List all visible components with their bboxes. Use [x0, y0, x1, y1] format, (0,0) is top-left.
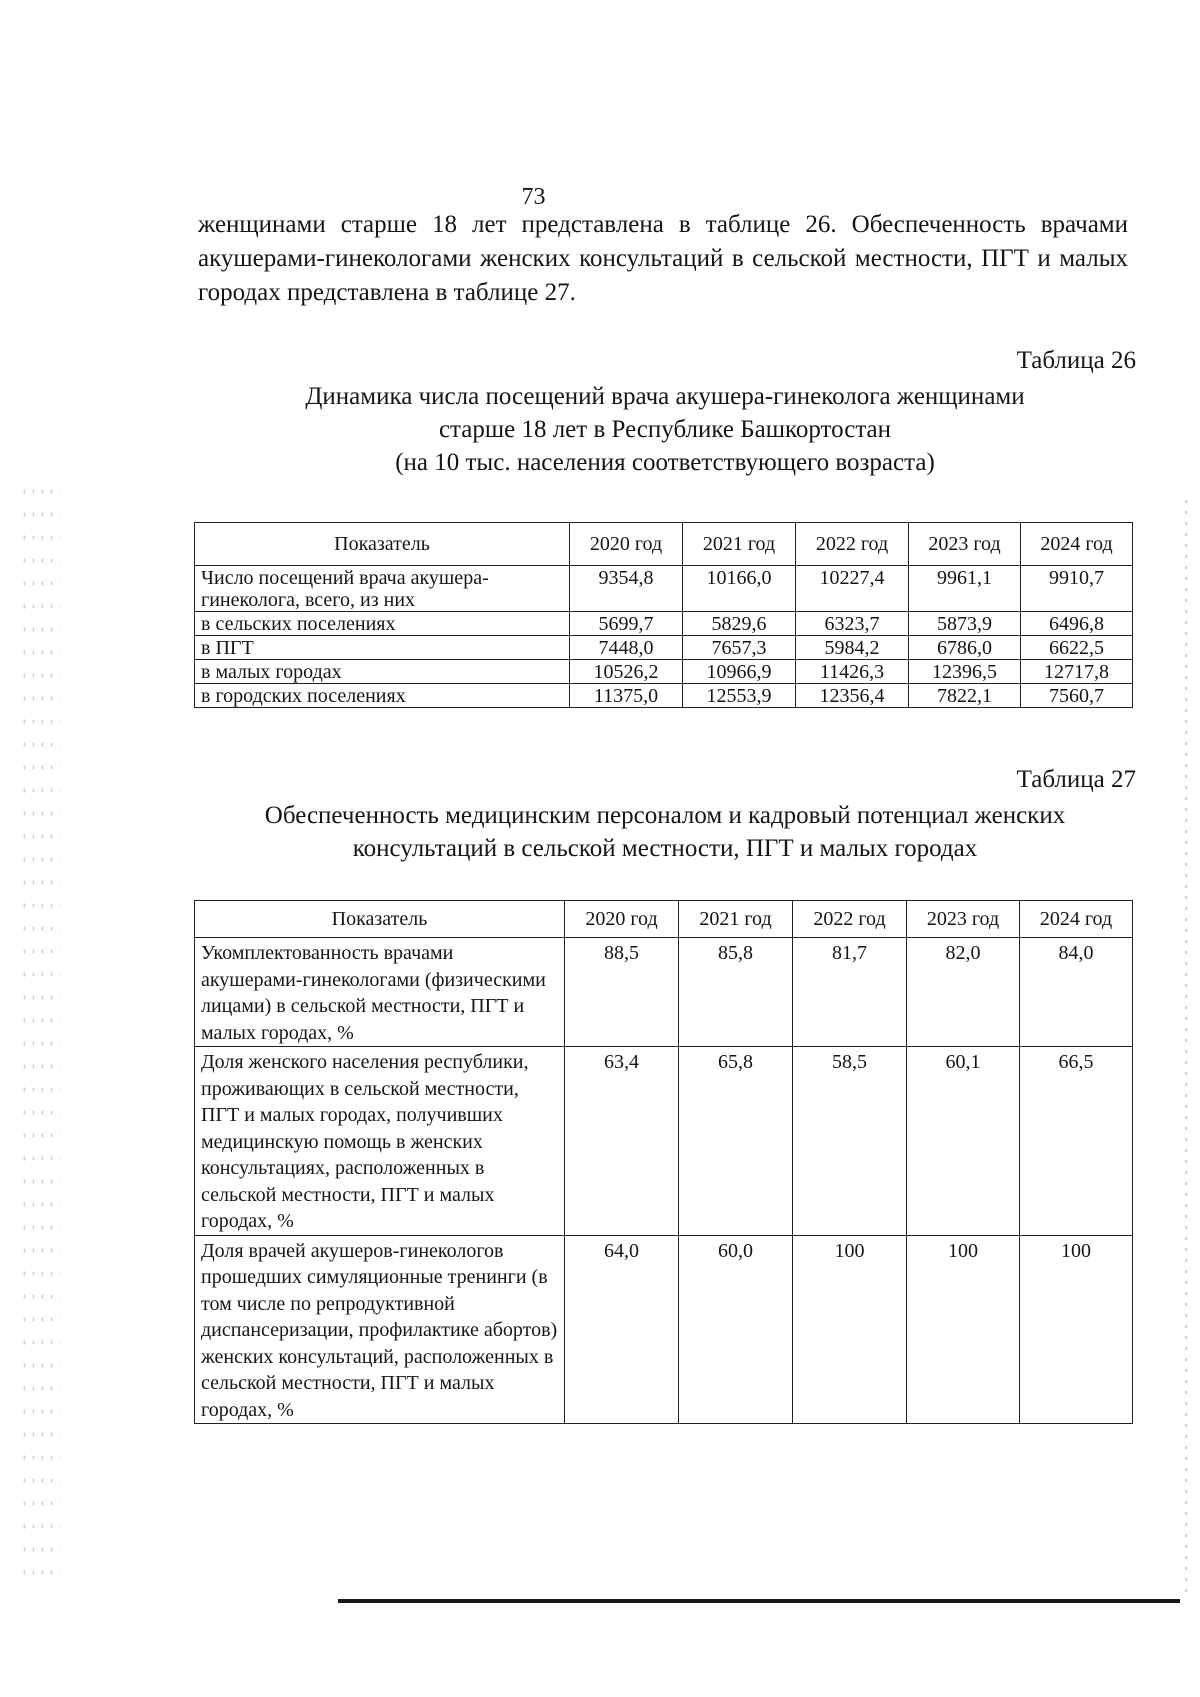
- column-header: 2024 год: [1021, 523, 1133, 566]
- cell-value: 12356,4: [796, 684, 909, 708]
- cell-value: 6622,5: [1021, 636, 1133, 660]
- cell-value: 9961,1: [909, 566, 1021, 612]
- column-header: 2022 год: [796, 523, 909, 566]
- table-row: [195, 566, 1133, 612]
- cell-value: 5873,9: [909, 612, 1021, 636]
- row-label: в малых городах: [195, 660, 570, 684]
- row-label: в сельских поселениях: [195, 612, 570, 636]
- table-26-title-line: старше 18 лет в Республике Башкортостан: [438, 416, 892, 443]
- cell-value: 5699,7: [570, 612, 683, 636]
- row-label: в ПГТ: [195, 636, 570, 660]
- cell-value: 6496,8: [1021, 612, 1133, 636]
- scan-edge: [1185, 500, 1187, 1600]
- intro-paragraph: женщинами старше 18 лет представлена в таблице 26. Обеспеченность врачами акушерами-гинекологами женских консультаций в сельской местности, ПГТ и малых городах представлена в таблице 27.: [198, 211, 1128, 306]
- cell-value: 63,4: [565, 1047, 679, 1236]
- cell-value: 11426,3: [796, 660, 909, 684]
- column-header: 2023 год: [907, 901, 1020, 938]
- table-27-title-line: консультаций в сельской местности, ПГТ и малых городах: [352, 835, 978, 862]
- cell-value: 10526,2: [570, 660, 683, 684]
- cell-value: 88,5: [565, 938, 679, 1047]
- cell-value: 64,0: [565, 1235, 679, 1424]
- cell-value: 100: [793, 1235, 907, 1424]
- cell-value: 9354,8: [570, 566, 683, 612]
- cell-value: 6323,7: [796, 612, 909, 636]
- cell-value: 7560,7: [1021, 684, 1133, 708]
- table-27-title: [200, 799, 1130, 865]
- cell-value: 7657,3: [683, 636, 796, 660]
- cell-value: 6786,0: [909, 636, 1021, 660]
- page-number: 73: [521, 184, 546, 210]
- bottom-rule: [338, 1599, 1180, 1603]
- column-header: 2024 год: [1020, 901, 1133, 938]
- cell-value: 12553,9: [683, 684, 796, 708]
- table-row: [195, 660, 1133, 684]
- table-row: [195, 684, 1133, 708]
- column-header: 2022 год: [793, 901, 907, 938]
- row-label: Доля врачей акушеров-гинекологов прошедших симуляционные тренинги (в том числе по репродуктивной диспансеризации, профилактике абортов) женских консультаций, расположенных в сельской местности, ПГТ и малых городах, %: [195, 1235, 565, 1424]
- row-label: Укомплектованность врачами акушерами-гинекологами (физическими лицами) в сельской местности, ПГТ и малых городах, %: [195, 938, 565, 1047]
- cell-value: 10227,4: [796, 566, 909, 612]
- cell-value: 84,0: [1020, 938, 1133, 1047]
- cell-value: 7448,0: [570, 636, 683, 660]
- row-label: в городских поселениях: [195, 684, 570, 708]
- table-row: [195, 1235, 1133, 1424]
- cell-value: 58,5: [793, 1047, 907, 1236]
- column-header: 2023 год: [909, 523, 1021, 566]
- table-26: [194, 522, 1133, 708]
- cell-value: 12717,8: [1021, 660, 1133, 684]
- column-header: 2020 год: [565, 901, 679, 938]
- table-26-title-line: Динамика числа посещений врача акушера-гинеколога женщинами: [305, 383, 1025, 410]
- cell-value: 11375,0: [570, 684, 683, 708]
- cell-value: 65,8: [679, 1047, 793, 1236]
- column-header: 2021 год: [683, 523, 796, 566]
- table-row: [195, 636, 1133, 660]
- cell-value: 5829,6: [683, 612, 796, 636]
- row-label: Число посещений врача акушера-гинеколога, всего, из них: [195, 566, 570, 612]
- cell-value: 10966,9: [683, 660, 796, 684]
- table-26-label: Таблица 26: [1016, 347, 1136, 374]
- table-header-row: [195, 523, 1133, 566]
- cell-value: 10166,0: [683, 566, 796, 612]
- column-header: 2020 год: [570, 523, 683, 566]
- cell-value: 9910,7: [1021, 566, 1133, 612]
- row-label: Доля женского населения республики, проживающих в сельской местности, ПГТ и малых городах, получивших медицинскую помощь в женских консультациях, расположенных в сельской местности, ПГТ и малых городах, %: [195, 1047, 565, 1236]
- scan-noise: [20, 480, 60, 1580]
- table-header-row: [195, 901, 1133, 938]
- table-26-title-line: (на 10 тыс. населения соответствующего возраста): [395, 449, 935, 476]
- cell-value: 66,5: [1020, 1047, 1133, 1236]
- column-header: 2021 год: [679, 901, 793, 938]
- table-27: [194, 900, 1133, 1424]
- cell-value: 100: [1020, 1235, 1133, 1424]
- cell-value: 81,7: [793, 938, 907, 1047]
- cell-value: 12396,5: [909, 660, 1021, 684]
- column-header: Показатель: [195, 523, 570, 566]
- table-row: [195, 612, 1133, 636]
- cell-value: 100: [907, 1235, 1020, 1424]
- table-27-title-line: Обеспеченность медицинским персоналом и кадровый потенциал женских: [264, 802, 1066, 829]
- table-26-title: [200, 380, 1130, 479]
- cell-value: 82,0: [907, 938, 1020, 1047]
- cell-value: 7822,1: [909, 684, 1021, 708]
- table-27-label: Таблица 27: [1016, 766, 1136, 793]
- table-row: [195, 938, 1133, 1047]
- table-row: [195, 1047, 1133, 1236]
- cell-value: 85,8: [679, 938, 793, 1047]
- cell-value: 60,0: [679, 1235, 793, 1424]
- cell-value: 5984,2: [796, 636, 909, 660]
- cell-value: 60,1: [907, 1047, 1020, 1236]
- column-header: Показатель: [195, 901, 565, 938]
